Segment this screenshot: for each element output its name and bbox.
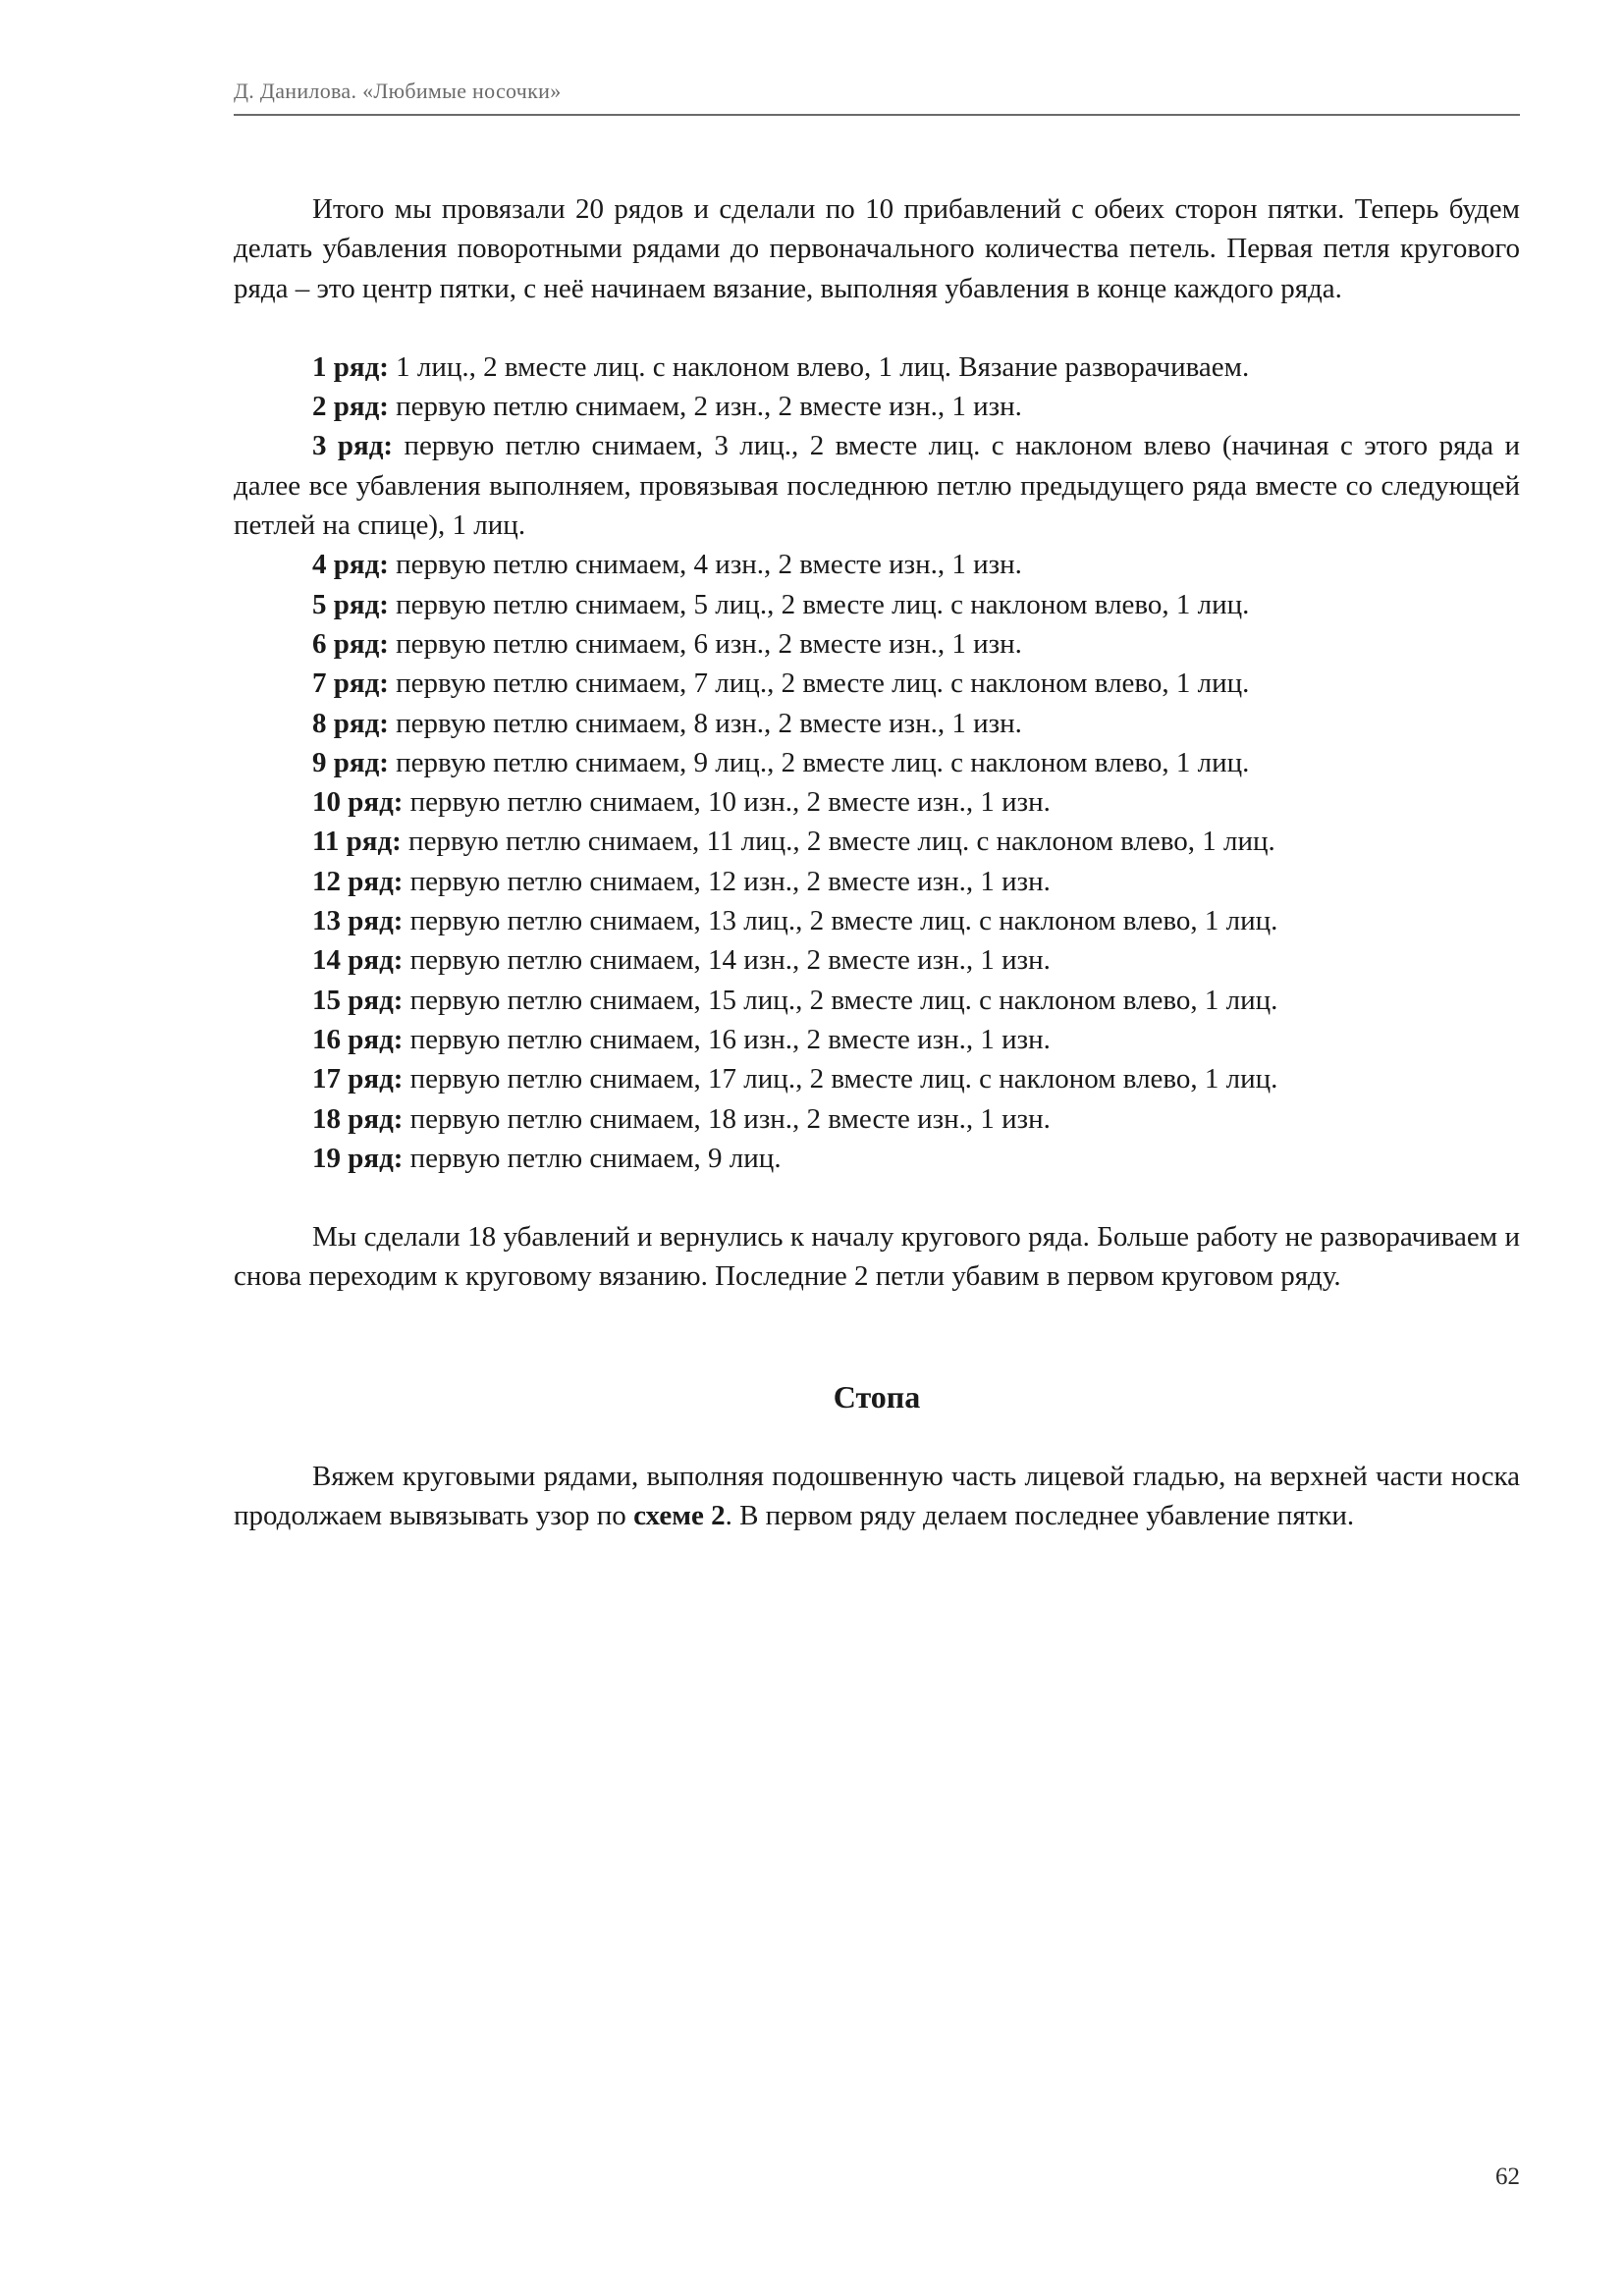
- page-content: [234, 189, 1520, 1535]
- row-text: первую петлю снимаем, 15 лиц., 2 вместе лиц. с наклоном влево, 1 лиц.: [403, 984, 1278, 1016]
- section-paragraph: [234, 1457, 1520, 1536]
- section-text-before: Вяжем круговыми рядами, выполняя подошвенную часть лицевой гладью, на верхней части носка продолжаем вывязывать узор по: [234, 1460, 1520, 1532]
- row-text: 1 лиц., 2 вместе лиц. с наклоном влево, 1 лиц. Вязание разворачиваем.: [388, 350, 1250, 383]
- row-instruction: [234, 901, 1520, 940]
- row-text: первую петлю снимаем, 9 лиц.: [403, 1142, 782, 1174]
- row-text: первую петлю снимаем, 9 лиц., 2 вместе лиц. с наклоном влево, 1 лиц.: [388, 746, 1250, 778]
- row-label: 7 ряд:: [312, 667, 389, 700]
- row-instruction: [234, 624, 1520, 664]
- section-heading: Стопа: [833, 1378, 921, 1415]
- row-label: 10 ряд:: [312, 786, 404, 819]
- row-label: 14 ряд:: [312, 944, 404, 977]
- row-text: первую петлю снимаем, 7 лиц., 2 вместе лиц. с наклоном влево, 1 лиц.: [388, 667, 1250, 700]
- row-label: 9 ряд:: [312, 746, 389, 778]
- intro-paragraph: Итого мы провязали 20 рядов и сделали по 10 прибавлений с обеих сторон пятки. Теперь будем делать убавления поворотными рядами до первоначального количества петель. Первая петля кругового ряда – это центр пятки, с неё начинаем вязание, выполняя убавления в конце каждого ряда.: [234, 193, 1520, 304]
- row-instruction: [234, 347, 1520, 387]
- row-text: первую петлю снимаем, 14 изн., 2 вместе изн., 1 изн.: [403, 944, 1051, 977]
- row-label: 17 ряд:: [312, 1063, 404, 1095]
- row-instruction: [234, 664, 1520, 703]
- running-header-title: Д. Данилова. «Любимые носочки»: [234, 79, 562, 103]
- row-instruction: [234, 782, 1520, 822]
- section-text-after: . В первом ряду делаем последнее убавление пятки.: [725, 1500, 1355, 1532]
- row-text: первую петлю снимаем, 8 изн., 2 вместе изн., 1 изн.: [388, 707, 1022, 739]
- row-instruction: [234, 981, 1520, 1020]
- row-label: 13 ряд:: [312, 905, 404, 937]
- row-label: 11 ряд:: [312, 826, 402, 858]
- row-text: первую петлю снимаем, 16 изн., 2 вместе изн., 1 изн.: [403, 1023, 1051, 1055]
- row-label: 12 ряд:: [312, 865, 404, 897]
- row-label: 2 ряд:: [312, 391, 389, 423]
- row-instruction: [234, 822, 1520, 861]
- row-instruction: [234, 585, 1520, 624]
- row-label: 15 ряд:: [312, 984, 404, 1016]
- row-instruction: [234, 1020, 1520, 1059]
- row-label: 4 ряд:: [312, 549, 389, 581]
- row-text: первую петлю снимаем, 17 лиц., 2 вместе лиц. с наклоном влево, 1 лиц.: [403, 1063, 1278, 1095]
- row-text: первую петлю снимаем, 18 изн., 2 вместе изн., 1 изн.: [403, 1102, 1051, 1135]
- row-text: первую петлю снимаем, 3 лиц., 2 вместе лиц. с наклоном влево (начиная с этого ряда и далее все убавления выполняем, провязывая последнюю петлю предыдущего ряда вместе со следующей петлей на спице), 1 лиц.: [234, 430, 1520, 542]
- row-instruction: [234, 704, 1520, 743]
- row-instruction: [234, 1059, 1520, 1098]
- row-instruction: [234, 545, 1520, 584]
- row-text: первую петлю снимаем, 6 изн., 2 вместе изн., 1 изн.: [388, 627, 1022, 660]
- row-label: 18 ряд:: [312, 1102, 404, 1135]
- row-instruction: [234, 1139, 1520, 1178]
- row-text: первую петлю снимаем, 12 изн., 2 вместе изн., 1 изн.: [403, 865, 1051, 897]
- row-text: первую петлю снимаем, 10 изн., 2 вместе изн., 1 изн.: [403, 786, 1051, 819]
- row-text: первую петлю снимаем, 4 изн., 2 вместе изн., 1 изн.: [388, 549, 1022, 581]
- row-instruction: [234, 426, 1520, 545]
- row-instruction: [234, 940, 1520, 980]
- row-instructions-list: [234, 347, 1520, 1178]
- row-label: 16 ряд:: [312, 1023, 404, 1055]
- row-instruction: [234, 1099, 1520, 1139]
- summary-paragraph: Мы сделали 18 убавлений и вернулись к началу кругового ряда. Больше работу не разворачиваем и снова переходим к круговому вязанию. Последние 2 петли убавим в первом круговом ряду.: [234, 1221, 1520, 1293]
- scheme-reference: схеме 2: [633, 1500, 726, 1532]
- row-label: 5 ряд:: [312, 588, 389, 620]
- row-label: 8 ряд:: [312, 707, 389, 739]
- row-text: первую петлю снимаем, 2 изн., 2 вместе изн., 1 изн.: [388, 391, 1022, 423]
- row-label: 19 ряд:: [312, 1142, 404, 1174]
- row-label: 6 ряд:: [312, 627, 389, 660]
- row-text: первую петлю снимаем, 13 лиц., 2 вместе лиц. с наклоном влево, 1 лиц.: [403, 905, 1278, 937]
- page-number: 62: [1495, 2163, 1520, 2190]
- row-instruction: [234, 743, 1520, 782]
- row-instruction: [234, 387, 1520, 426]
- row-label: 1 ряд:: [312, 350, 389, 383]
- row-label: 3 ряд:: [312, 430, 394, 462]
- row-text: первую петлю снимаем, 5 лиц., 2 вместе лиц. с наклоном влево, 1 лиц.: [388, 588, 1250, 620]
- row-instruction: [234, 862, 1520, 901]
- running-header: [234, 77, 1520, 116]
- row-text: первую петлю снимаем, 11 лиц., 2 вместе лиц. с наклоном влево, 1 лиц.: [401, 826, 1275, 858]
